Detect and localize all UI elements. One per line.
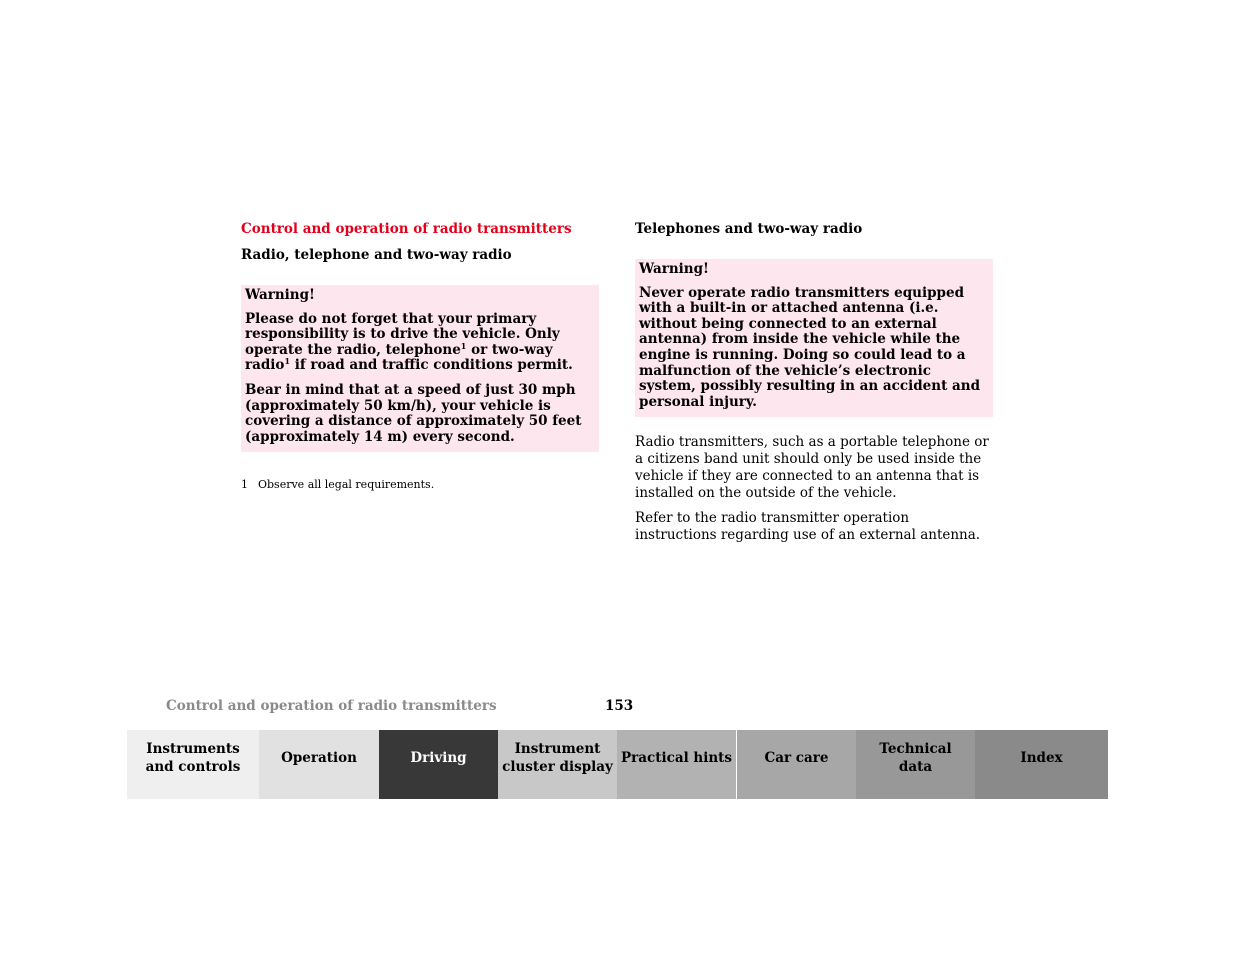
section-title: Control and operation of radio transmitters — [241, 221, 572, 237]
right-column — [635, 220, 993, 544]
warning-paragraph-responsibility — [245, 312, 595, 374]
tab-instruments-and-controls[interactable] — [127, 730, 259, 799]
body-paragraph-transmitters: Radio transmitters, such as a portable telephone or a citizens band unit should only be used inside the vehicle if they are connected to an antenna that is installed on the outside of the vehicle. — [635, 434, 989, 502]
left-column — [241, 220, 599, 492]
footnote-reference[interactable]: 1 — [460, 340, 467, 351]
body-paragraph-instructions: Refer to the radio transmitter operation instructions regarding use of an external antenna. — [635, 510, 981, 544]
chapter-navigation-bar — [127, 730, 1108, 799]
footer-chapter-title: Control and operation of radio transmitters — [166, 698, 497, 714]
page-number: 153 — [605, 698, 634, 714]
warning-box-driving-responsibility — [241, 285, 599, 452]
warning-box-antenna — [635, 259, 993, 417]
tab-label: Technical data — [879, 740, 952, 775]
tab-label: Car care — [764, 749, 829, 766]
telephones-subtitle: Telephones and two-way radio — [635, 221, 863, 237]
warning-text: if road and traffic conditions permit. — [290, 357, 573, 374]
footnote-reference[interactable]: 1 — [284, 356, 291, 367]
tab-label: Practical hints — [621, 749, 732, 766]
footnote-text: Observe all legal requirements. — [258, 478, 435, 492]
footnote — [241, 478, 599, 492]
tab-practical-hints[interactable] — [617, 730, 737, 799]
tab-label: Instrument cluster display — [502, 740, 613, 775]
warning-paragraph-antenna: Never operate radio transmitters equipped with a built-in or attached antenna (i.e. without being connected to an external antenna) from inside the vehicle while the engine is running. Doing so could lead to a malfunction of the vehicle’s electronic system, possibly resulting in an accident and personal injury. — [639, 284, 981, 410]
warning-text: or two-way radio — [245, 341, 553, 374]
tab-instrument-cluster-display[interactable] — [498, 730, 617, 799]
warning-paragraph-speed: Bear in mind that at a speed of just 30 mph (approximately 50 km/h), your vehicle is covering a distance of approximately 50 feet (approximately 14 m) every second. — [245, 381, 582, 445]
warning-text: Please do not forget that your primary responsibility is to drive the vehicle. Only operate the radio, telephone — [245, 310, 560, 358]
tab-operation[interactable] — [259, 730, 379, 799]
radio-subtitle: Radio, telephone and two-way radio — [241, 247, 512, 263]
warning-heading: Warning! — [245, 287, 315, 303]
warning-heading: Warning! — [639, 261, 709, 277]
tab-index[interactable] — [975, 730, 1108, 799]
tab-label: Driving — [410, 749, 467, 766]
tab-label: Instruments and controls — [145, 740, 241, 775]
tab-driving[interactable] — [379, 730, 498, 799]
tab-label: Index — [1020, 749, 1063, 766]
tab-label: Operation — [281, 749, 357, 766]
tab-technical-data[interactable] — [856, 730, 975, 799]
footnote-number: 1 — [241, 478, 248, 492]
tab-car-care[interactable] — [737, 730, 856, 799]
